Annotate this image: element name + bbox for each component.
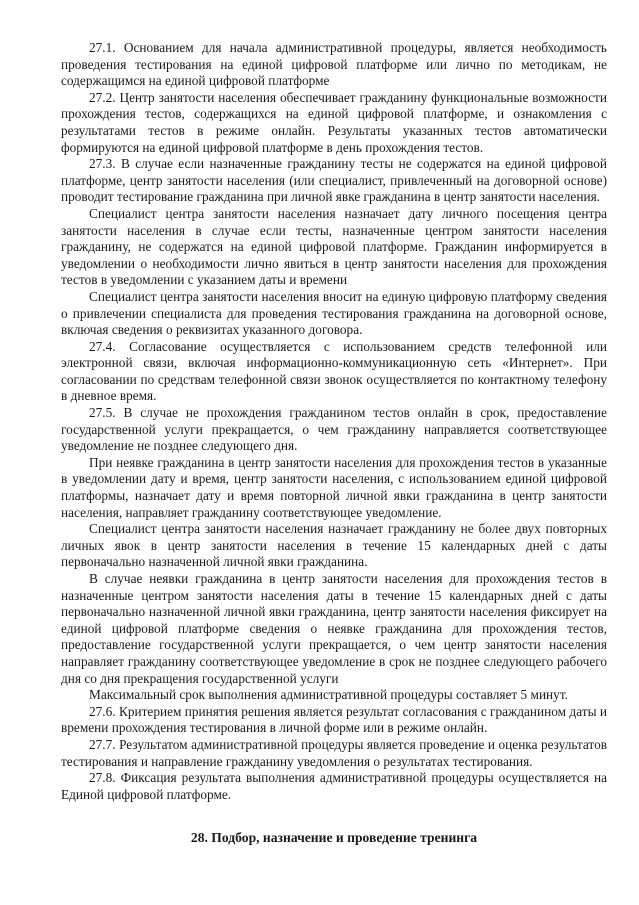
section-heading: 28. Подбор, назначение и проведение тренинга <box>190 830 478 846</box>
paragraph-27-6: 27.6. Критерием принятия решения является результат согласования с гражданином даты и времени прохождения тестирования в личной форме или в режиме онлайн. <box>61 703 607 736</box>
paragraph-no-show: При неявке гражданина в центр занятости населения для прохождения тестов в указанные в уведомлении дату и время, центр занятости населения, с использованием единой цифровой платформы, назначает дату и время повторной личной явки гражданина в центр занятости населения, направляет гражданину соответствующее уведомление. <box>61 454 607 520</box>
document-page <box>61 40 607 846</box>
paragraph-27-2: 27.2. Центр занятости населения обеспечивает гражданину функциональные возможности прохождения тестов, содержащихся на единой цифровой платформе, и ознакомления с результатами тестов в режиме онлайн. Результаты указанных тестов автоматически формируются на единой цифровой платформе в день прохождения тестов. <box>61 89 607 155</box>
paragraph-repeat-visits: Специалист центра занятости населения назначает гражданину не более двух повторных личных явок в центр занятости населения в течение 15 календарных дней с даты первоначально назначенной личной явки гражданина. <box>61 521 607 570</box>
paragraph-27-1: 27.1. Основанием для начала административной процедуры, является необходимость проведения тестирования на единой цифровой платформе или лично по методикам, не содержащимся на единой цифровой платформе <box>61 40 607 89</box>
paragraph-termination: В случае неявки гражданина в центр занятости населения для прохождения тестов в назначенные центром занятости населения даты в течение 15 календарных дней с даты первоначально назначенной личной явки гражданина, центр занятости населения фиксирует на единой цифровой платформе сведения о неявке гражданина для прохождения тестов, предоставление государственной услуги прекращается, о чем центр занятости населения направляет гражданину соответствующее уведомление в срок не позднее следующего рабочего дня со дня прекращения государственной услуги <box>61 571 607 686</box>
paragraph-27-5: 27.5. В случае не прохождения гражданином тестов онлайн в срок, предоставление государственной услуги прекращается, о чем гражданину направляется соответствующее уведомление не позднее следующего дня. <box>61 405 607 454</box>
paragraph-specialist-contract: Специалист центра занятости населения вносит на единую цифровую платформу сведения о привлечении специалиста для проведения тестирования гражданина на договорной основе, включая сведения о реквизитах указанного договора. <box>61 288 607 338</box>
paragraph-27-8: 27.8. Фиксация результата выполнения административной процедуры осуществляется на Единой цифровой платформе. <box>61 770 607 802</box>
paragraph-27-7: 27.7. Результатом административной процедуры является проведение и оценка результатов тестирования и направление гражданину уведомления о результатах тестирования. <box>61 736 607 769</box>
paragraph-max-duration: Максимальный срок выполнения административной процедуры составляет 5 минут. <box>89 687 568 703</box>
paragraph-27-4: 27.4. Согласование осуществляется с использованием средств телефонной или электронной связи, включая информационно-коммуникационную сеть «Интернет». При согласовании по средствам телефонной связи звонок осуществляется по контактному телефону в дневное время. <box>61 338 607 404</box>
paragraph-specialist-date: Специалист центра занятости населения назначает дату личного посещения центра занятости населения в случае если тесты, назначенные центром занятости населения гражданину, не содержатся на единой цифровой платформе. Гражданин информируется в уведомлении о необходимости лично явиться в центр занятости населения для прохождения тестов в уведомлении с указанием даты и времени <box>61 205 607 288</box>
paragraph-27-3: 27.3. В случае если назначенные гражданину тесты не содержатся на единой цифровой платформе, центр занятости населения (или специалист, привлеченный на договорной основе) проводит тестирование гражданина при личной явке гражданина в центр занятости населения. <box>61 156 607 205</box>
